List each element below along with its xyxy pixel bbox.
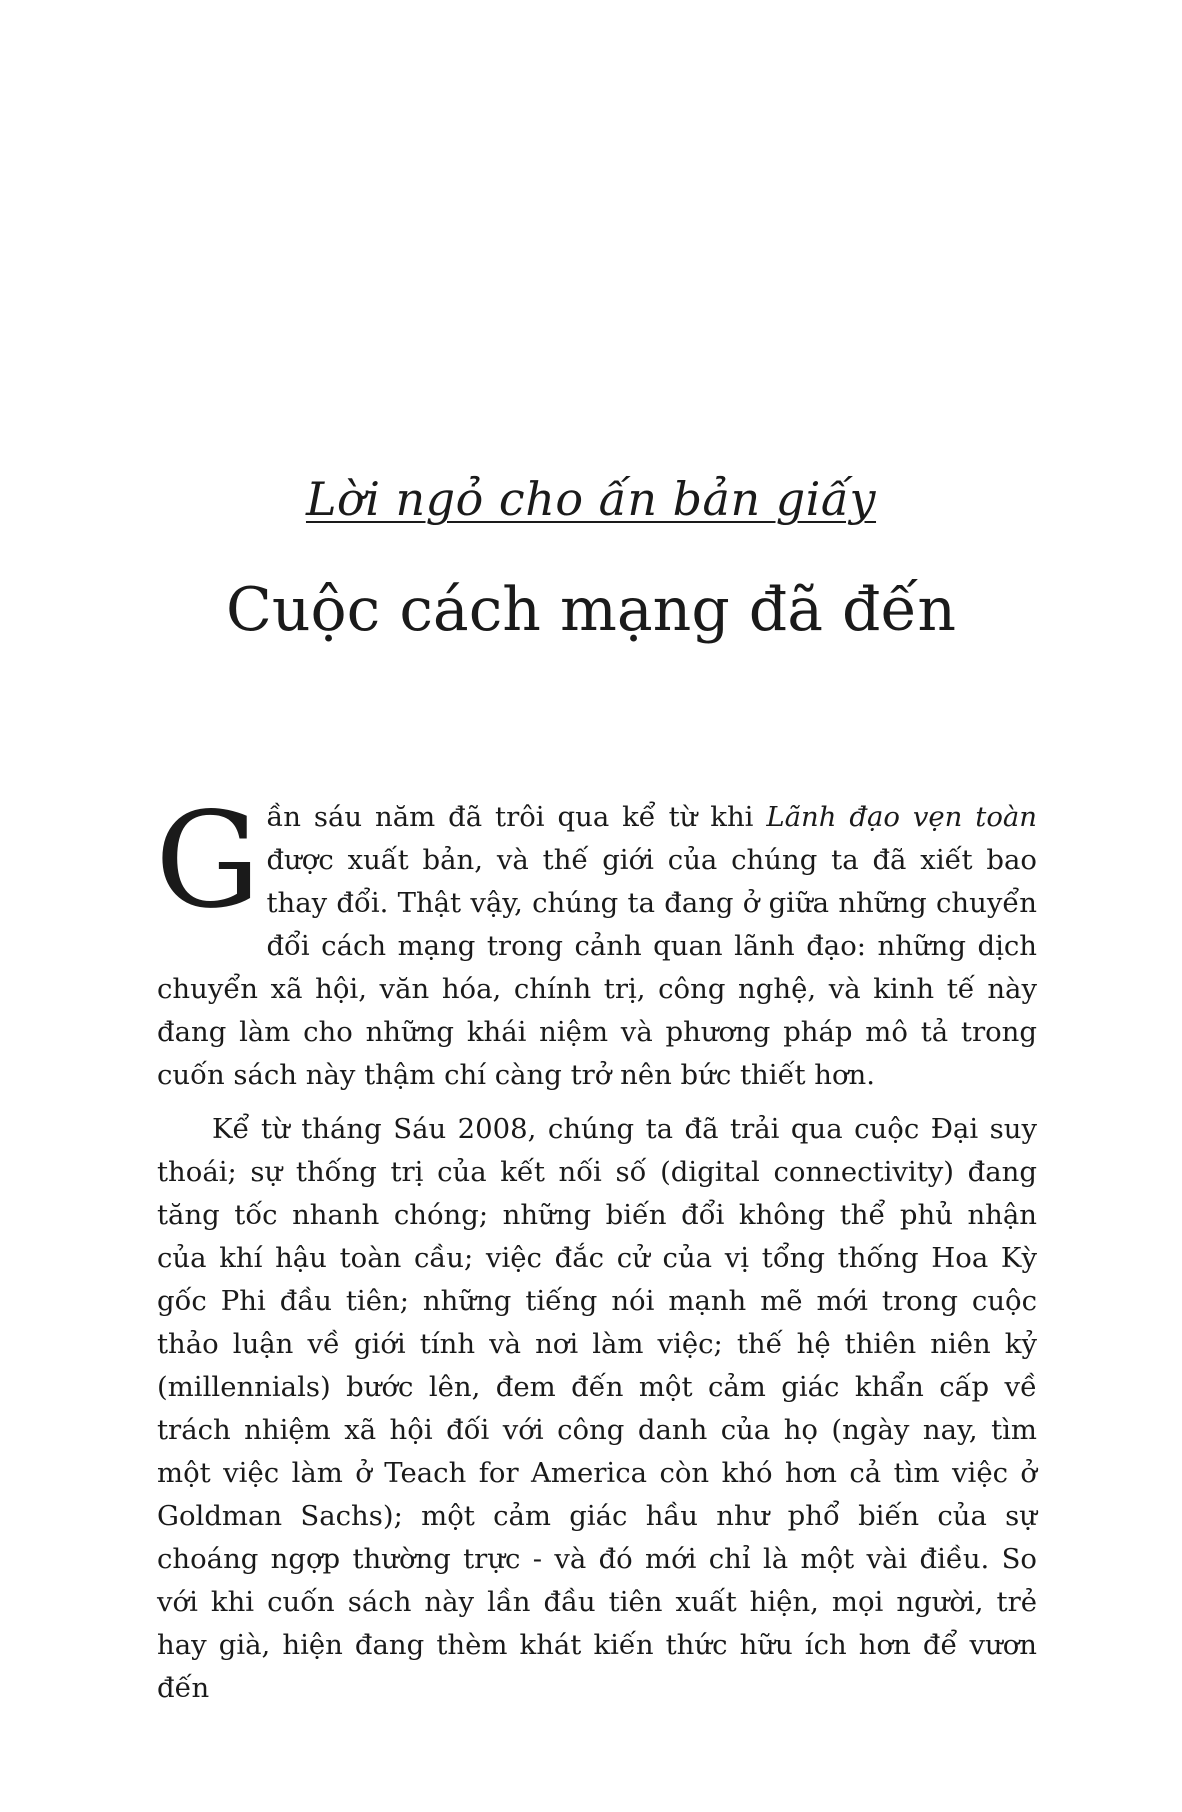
paragraph-2: Kể từ tháng Sáu 2008, chúng ta đã trải qua cuộc Đại suy thoái; sự thống trị của kết nối số (digital connectivity) đang tăng tốc nhanh chóng; những biến đổi không thể phủ nhận của khí hậu toàn cầu; việc đắc cử của vị tổng thống Hoa Kỳ gốc Phi đầu tiên; những tiếng nói mạnh mẽ mới trong cuộc thảo luận về giới tính và nơi làm việc; thế hệ thiên niên kỷ (millennials) bước lên, đem đến một cảm giác khẩn cấp về trách nhiệm xã hội đối với công danh của họ (ngày nay, tìm một việc làm ở Teach for America còn khó hơn cả tìm việc ở Goldman Sachs); một cảm giác hầu như phổ biến của sự choáng ngợp thường trực - và đó mới chỉ là một vài điều. So với khi cuốn sách này lần đầu tiên xuất hiện, mọi người, trẻ hay già, hiện đang thèm khát kiến thức hữu ích hơn để vươn đến [157,1113,1037,1704]
paragraph-1-text-b: được xuất bản, và thế giới của chúng ta đã xiết bao thay đổi. Thật vậy, chúng ta đang ở giữa những chuyển đổi cách mạng trong cảnh quan lãnh đạo: những dịch chuyển xã hội, văn hóa, chính trị, công nghệ, và kinh tế này đang làm cho những khái niệm và phương pháp mô tả trong cuốn sách này thậm chí càng trở nên bức thiết hơn. [157,844,1037,1091]
paragraph-1-text-a: ần sáu năm đã trôi qua kể từ khi [266,801,767,833]
drop-cap: G [155,784,261,938]
book-title-italic: Lãnh đạo vẹn toàn [766,801,1037,833]
body-text [155,784,1037,1710]
paragraph-1 [155,784,1037,1097]
chapter-title: Cuộc cách mạng đã đến [225,575,957,645]
section-kicker: Lời ngỏ cho ấn bản giấy [305,472,877,526]
